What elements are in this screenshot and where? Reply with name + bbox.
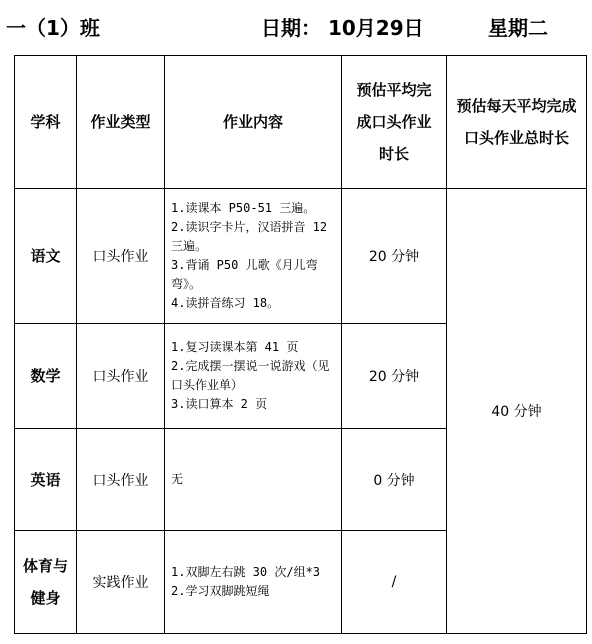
weekday-label: 星期二	[488, 16, 548, 40]
content-cell	[165, 429, 342, 531]
subject-cell: 数学	[15, 324, 77, 429]
col-header-estimated-time-line1: 预估平均完	[356, 81, 432, 99]
type-cell: 口头作业	[77, 189, 165, 324]
content-item: 3.背诵 P50 儿歌《月儿弯弯》。	[171, 258, 318, 291]
duration-cell: /	[342, 531, 447, 634]
col-header-subject: 学科	[15, 56, 77, 189]
date-label: 日期： 10月29日	[261, 16, 424, 40]
col-header-daily-total	[447, 56, 587, 189]
content-item: 1.读课本 P50-51 三遍。	[171, 201, 316, 215]
content-item: 2.读识字卡片，汉语拼音 12 三遍。	[171, 220, 328, 253]
col-header-daily-total-line1: 预估每天平均完成	[456, 97, 577, 115]
type-cell: 口头作业	[77, 429, 165, 531]
content-item: 无	[171, 472, 184, 486]
table-header-row	[15, 56, 587, 189]
page-header	[0, 8, 592, 42]
content-cell	[165, 189, 342, 324]
duration-cell: 20 分钟	[342, 189, 447, 324]
homework-table	[14, 55, 587, 634]
duration-cell: 0 分钟	[342, 429, 447, 531]
col-header-estimated-time-line3: 时长	[378, 145, 409, 163]
subject-cell	[15, 531, 77, 634]
subject-cell: 英语	[15, 429, 77, 531]
subject-cell: 语文	[15, 189, 77, 324]
content-cell	[165, 324, 342, 429]
content-item: 4.读拼音练习 18。	[171, 296, 280, 310]
col-header-estimated-time	[342, 56, 447, 189]
type-cell: 口头作业	[77, 324, 165, 429]
daily-total-cell: 40 分钟	[447, 189, 587, 634]
duration-cell: 20 分钟	[342, 324, 447, 429]
class-name: 一（1）班	[6, 16, 100, 40]
subject-line: 健身	[30, 589, 61, 607]
col-header-daily-total-line2: 口头作业总时长	[463, 129, 569, 147]
table-row-chinese	[15, 189, 587, 324]
content-item: 3.读口算本 2 页	[171, 397, 268, 411]
subject-line: 体育与	[22, 557, 68, 575]
content-item: 2.完成摆一摆说一说游戏（见口头作业单）	[171, 359, 330, 392]
content-item: 2.学习双脚跳短绳	[171, 584, 270, 598]
content-item: 1.复习读课本第 41 页	[171, 340, 299, 354]
col-header-estimated-time-line2: 成口头作业	[356, 113, 432, 131]
content-item: 1.双脚左右跳 30 次/组*3	[171, 565, 321, 579]
content-cell	[165, 531, 342, 634]
col-header-content: 作业内容	[165, 56, 342, 189]
type-cell: 实践作业	[77, 531, 165, 634]
col-header-type: 作业类型	[77, 56, 165, 189]
